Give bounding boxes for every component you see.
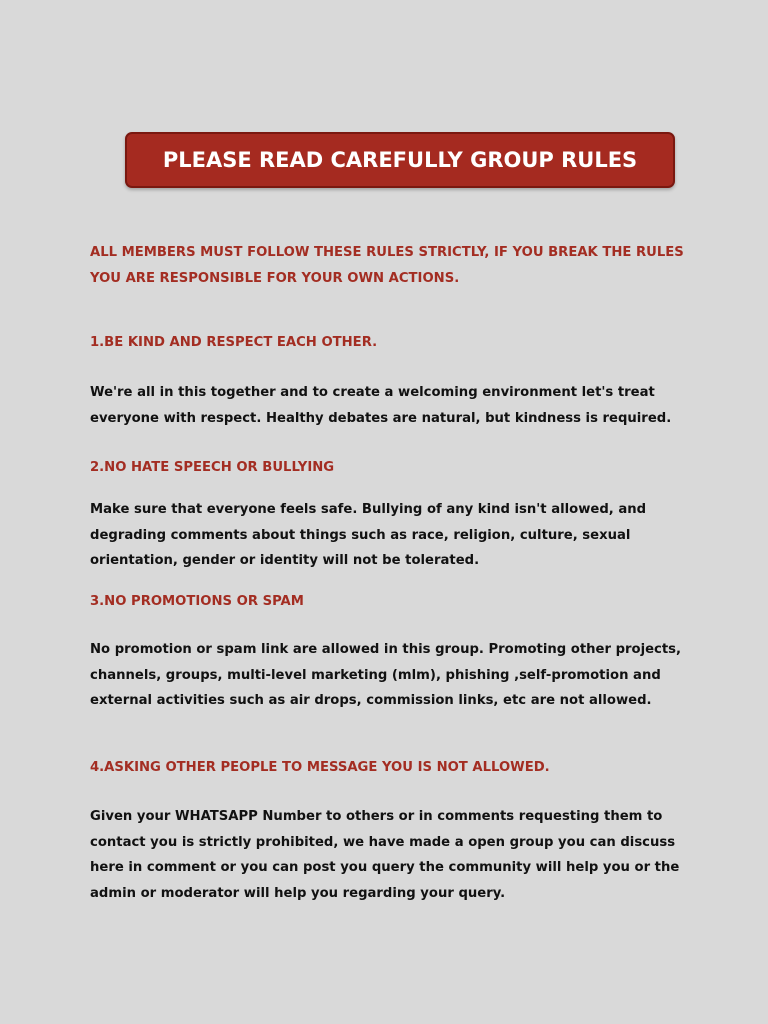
page-title: PLEASE READ CAREFULLY GROUP RULES — [162, 148, 638, 172]
rule-2-heading: 2.NO HATE SPEECH OR BULLYING — [90, 460, 335, 475]
intro-warning: ALL MEMBERS MUST FOLLOW THESE RULES STRICTLY, IF YOU BREAK THE RULES YOU ARE RESPONSIBLE FOR YOUR OWN ACTIONS. — [90, 245, 684, 286]
rule-3-body: No promotion or spam link are allowed in this group. Promoting other projects, channels, groups, multi-level marketing (mlm), phishing ,self-promotion and external activities such as air drops, commission links, etc are not allowed. — [90, 642, 682, 708]
rule-2-body: Make sure that everyone feels safe. Bullying of any kind isn't allowed, and degrading comments about things such as race, religion, culture, sexual orientation, gender or identity will not be tolerated. — [90, 502, 647, 568]
rule-1-body: We're all in this together and to create a welcoming environment let's treat everyone with respect. Healthy debates are natural, but kindness is required. — [90, 385, 672, 426]
rule-1-heading: 1.BE KIND AND RESPECT EACH OTHER. — [90, 335, 378, 350]
title-banner — [125, 132, 675, 188]
rule-3-heading: 3.NO PROMOTIONS OR SPAM — [90, 594, 304, 609]
rule-4-body: Given your WHATSAPP Number to others or in comments requesting them to contact you is strictly prohibited, we have made a open group you can discuss here in comment or you can post you query the community will help you or the admin or moderator will help you regarding your query. — [90, 809, 680, 901]
rule-4-heading: 4.ASKING OTHER PEOPLE TO MESSAGE YOU IS NOT ALLOWED. — [90, 760, 550, 775]
